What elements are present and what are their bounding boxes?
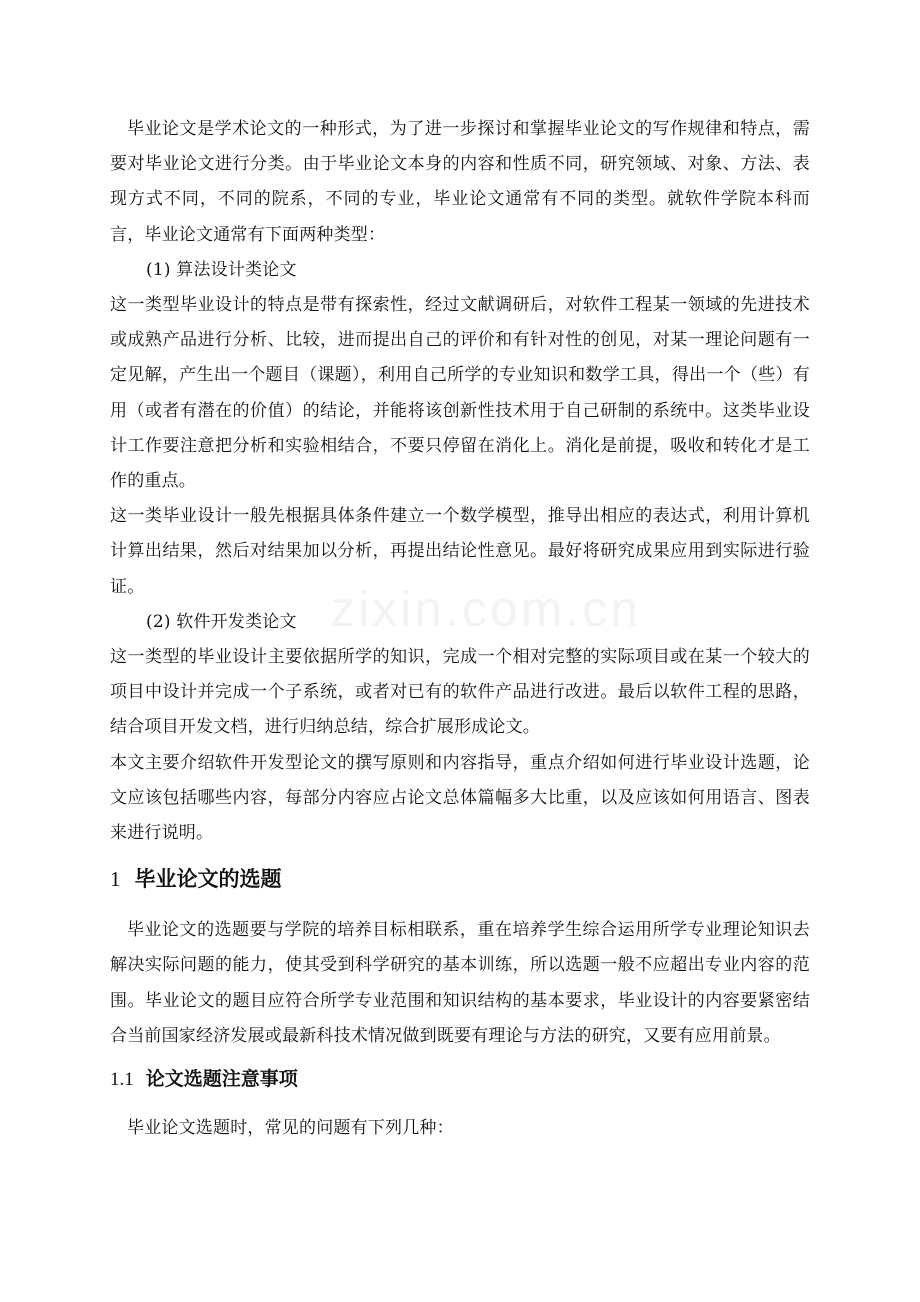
section-1-heading: [110, 861, 810, 897]
section-1-1-number: 1.1: [110, 1069, 134, 1091]
section-1-1-paragraph: 毕业论文选题时，常见的问题有下列几种：: [127, 1118, 454, 1139]
section-1-1-title: 论文选题注意事项: [145, 1068, 298, 1091]
type1-paragraph-1: 这一类型毕业设计的特点是带有探索性，经过文献调研后，对软件工程某一领域的先进技术或成熟产品进行分析、比较，进而提出自己的评价和有针对性的创见，对某一理论问题有一定见解，产生出一个题目（课题），利用自己所学的专业知识和数学工具，得出一个（些）有用（或者有潜在的价值）的结论，并能将该创新性技术用于自己研制的系统中。这类毕业设计工作要注意把分析和实验相结合，不要只停留在消化上。消化是前提，吸收和转化才是工作的重点。: [110, 295, 810, 492]
section-1-paragraph: 毕业论文的选题要与学院的培养目标相联系，重在培养学生综合运用所学专业理论知识去解决实际问题的能力，使其受到科学研究的基本训练，所以选题一般不应超出专业内容的范围。毕业论文的题目应符合所学专业范围和知识结构的基本要求，毕业设计的内容要紧密结合当前国家经济发展或最新科技术情况做到既要有理论与方法的研究，又要有应用前景。: [110, 920, 810, 1046]
type2-title: (2) 软件开发类论文: [146, 611, 297, 632]
intro-paragraph: 毕业论文是学术论文的一种形式，为了进一步探讨和掌握毕业论文的写作规律和特点，需要对毕业论文进行分类。由于毕业论文本身的内容和性质不同，研究领域、对象、方法、表现方式不同，不同的院系，不同的专业，毕业论文通常有不同的类型。就软件学院本科而言，毕业论文通常有下面两种类型：: [110, 119, 810, 245]
type1-title: (1) 算法设计类论文: [146, 259, 297, 280]
watermark: zixin.com.cn: [330, 581, 642, 637]
summary-paragraph: 本文主要介绍软件开发型论文的撰写原则和内容指导，重点介绍如何进行毕业设计选题，论文应该包括哪些内容，每部分内容应占论文总体篇幅多大比重，以及应该如何用语言、图表来进行说明。: [110, 752, 810, 844]
section-1-1-heading: [110, 1062, 810, 1097]
type1-paragraph-2: 这一类毕业设计一般先根据具体条件建立一个数学模型，推导出相应的表达式，利用计算机计算出结果，然后对结果加以分析，再提出结论性意见。最好将研究成果应用到实际进行验证。: [110, 506, 810, 597]
section-1-number: 1: [110, 867, 121, 892]
document-body: [110, 112, 810, 1146]
type2-paragraph-1: 这一类型的毕业设计主要依据所学的知识，完成一个相对完整的实际项目或在某一个较大的项目中设计并完成一个子系统，或者对已有的软件产品进行改进。最后以软件工程的思路，结合项目开发文档，进行归纳总结，综合扩展形成论文。: [110, 647, 810, 738]
section-1-title: 毕业论文的选题: [134, 867, 282, 892]
